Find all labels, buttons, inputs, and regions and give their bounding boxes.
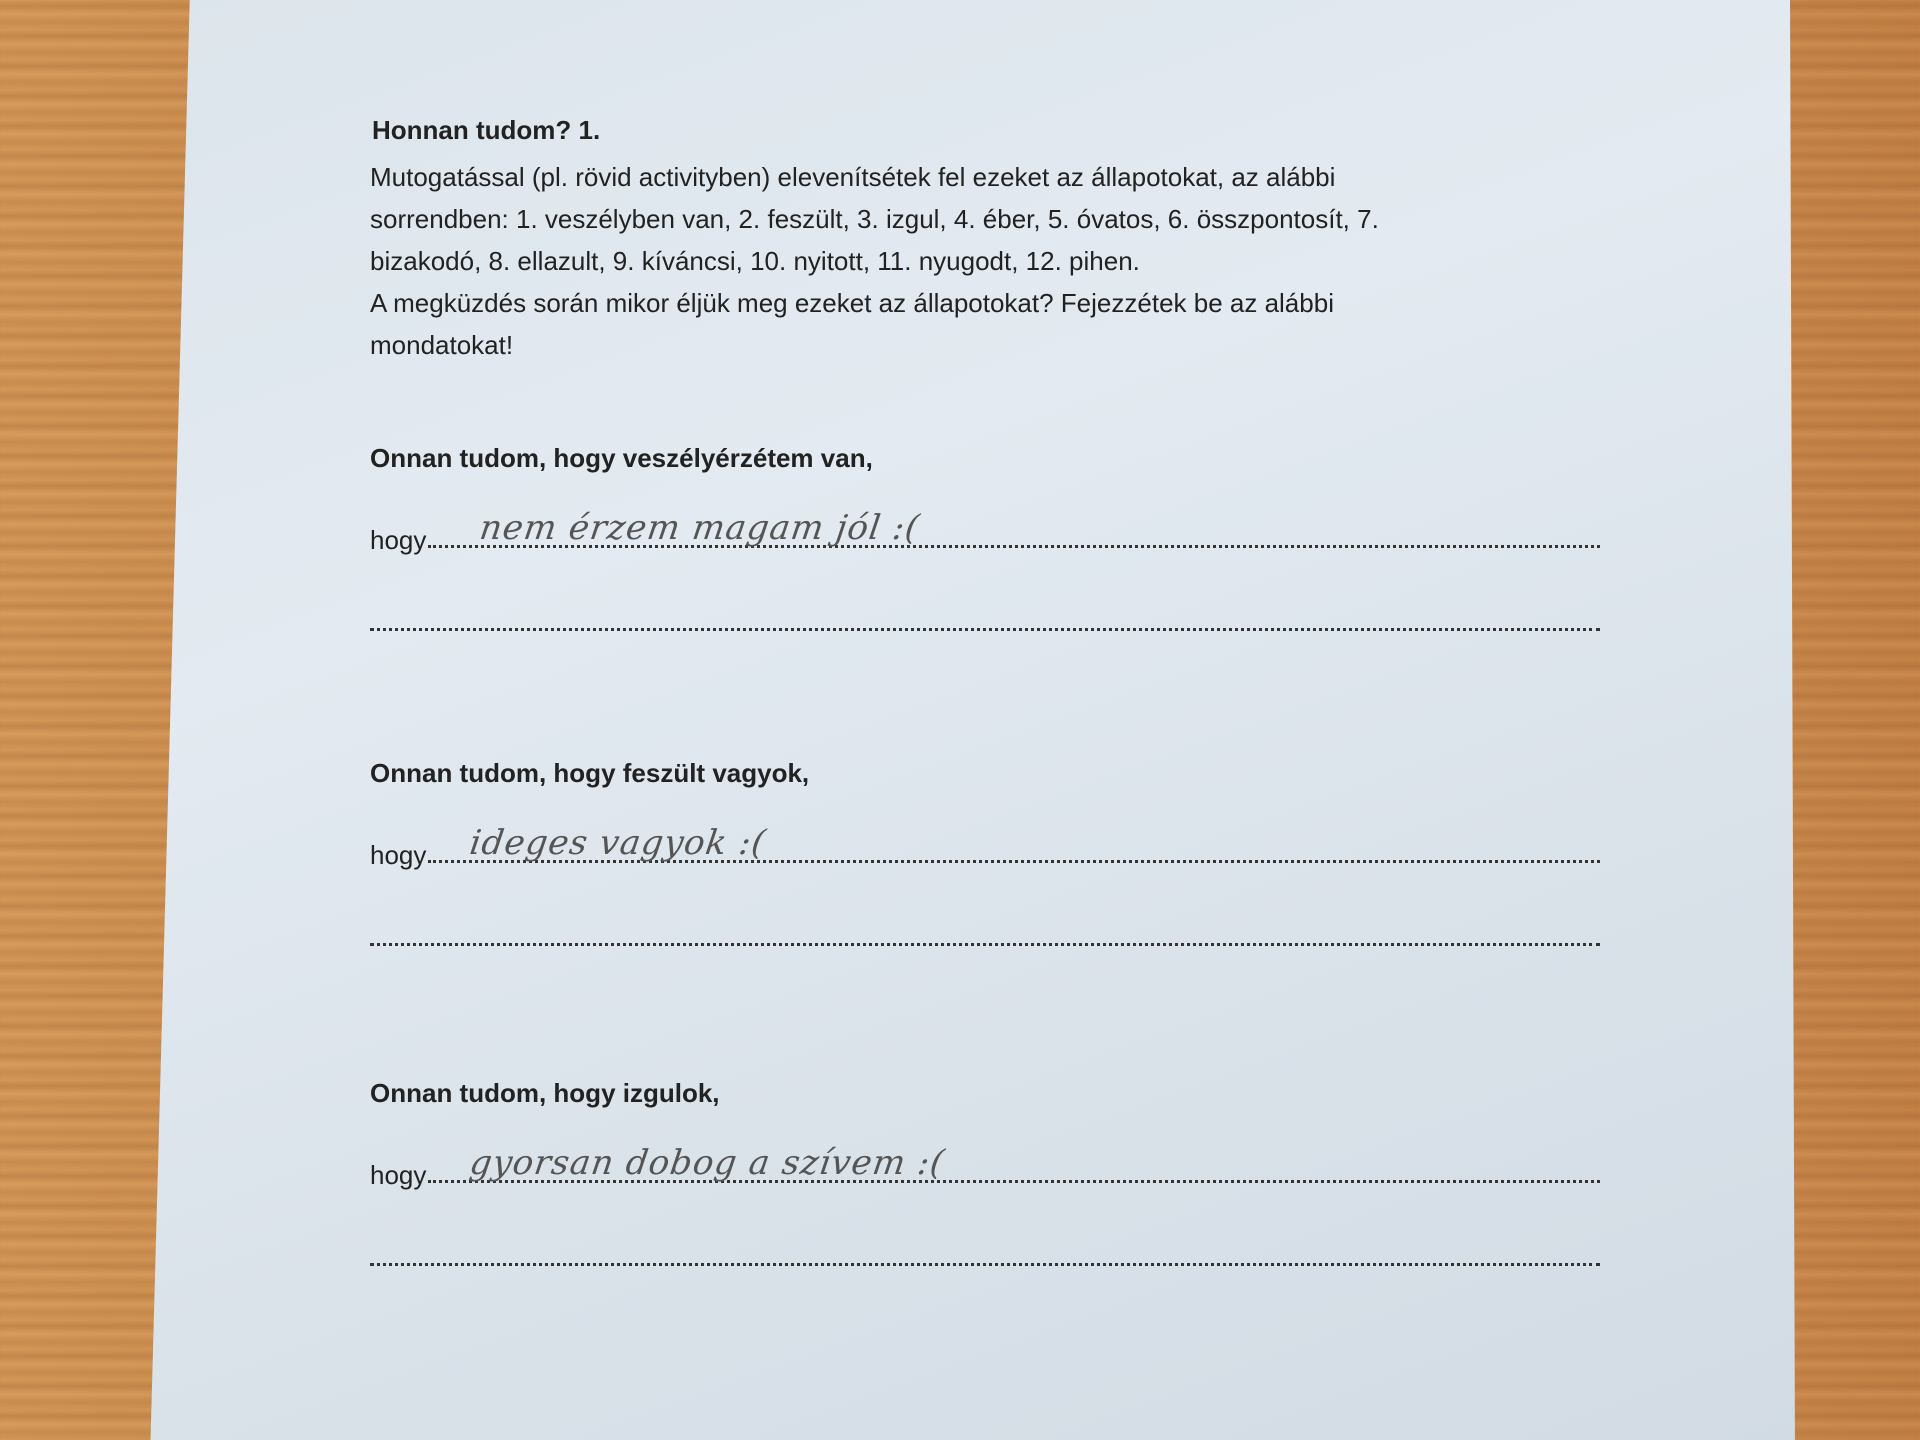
intro-line: Mutogatással (pl. rövid activityben) elevenítsétek fel ezeket az állapotokat, az alábbi [370,162,1336,192]
answer-line[interactable] [370,508,1600,556]
answer-prefix: hogy [370,1160,427,1190]
handwritten-answer: nem érzem magam jól :( [477,508,923,548]
worksheet-heading: Honnan tudom? 1. [372,115,601,145]
intro-line: sorrendben: 1. veszélyben van, 2. feszült, 3. izgul, 4. éber, 5. óvatos, 6. összpontosít, 7. [370,204,1379,234]
intro-line: mondatokat! [370,330,514,360]
intro-line: bizakodó, 8. ellazult, 9. kíváncsi, 10. nyitott, 11. nyugodt, 12. pihen. [370,246,1140,276]
section-excited [370,1075,1600,1266]
blank-dotted-line[interactable] [370,608,1600,631]
section-tense [370,755,1600,946]
answer-line[interactable] [370,1143,1600,1191]
section-title: Onnan tudom, hogy feszült vagyok, [370,758,810,788]
section-title: Onnan tudom, hogy veszélyérzétem van, [370,443,873,473]
handwritten-answer: gyorsan dobog a szívem :( [467,1143,948,1183]
section-title: Onnan tudom, hogy izgulok, [370,1078,720,1108]
blank-dotted-line[interactable] [370,1243,1600,1266]
handwritten-answer: ideges vagyok :( [467,823,769,863]
blank-dotted-line[interactable] [370,923,1600,946]
worksheet-content [370,110,1600,1190]
answer-prefix: hogy [370,840,427,870]
section-danger [370,440,1600,631]
intro-line: A megküzdés során mikor éljük meg ezeket az állapotokat? Fejezzétek be az alábbi [370,288,1334,318]
answer-prefix: hogy [370,525,427,555]
answer-line[interactable] [370,823,1600,871]
